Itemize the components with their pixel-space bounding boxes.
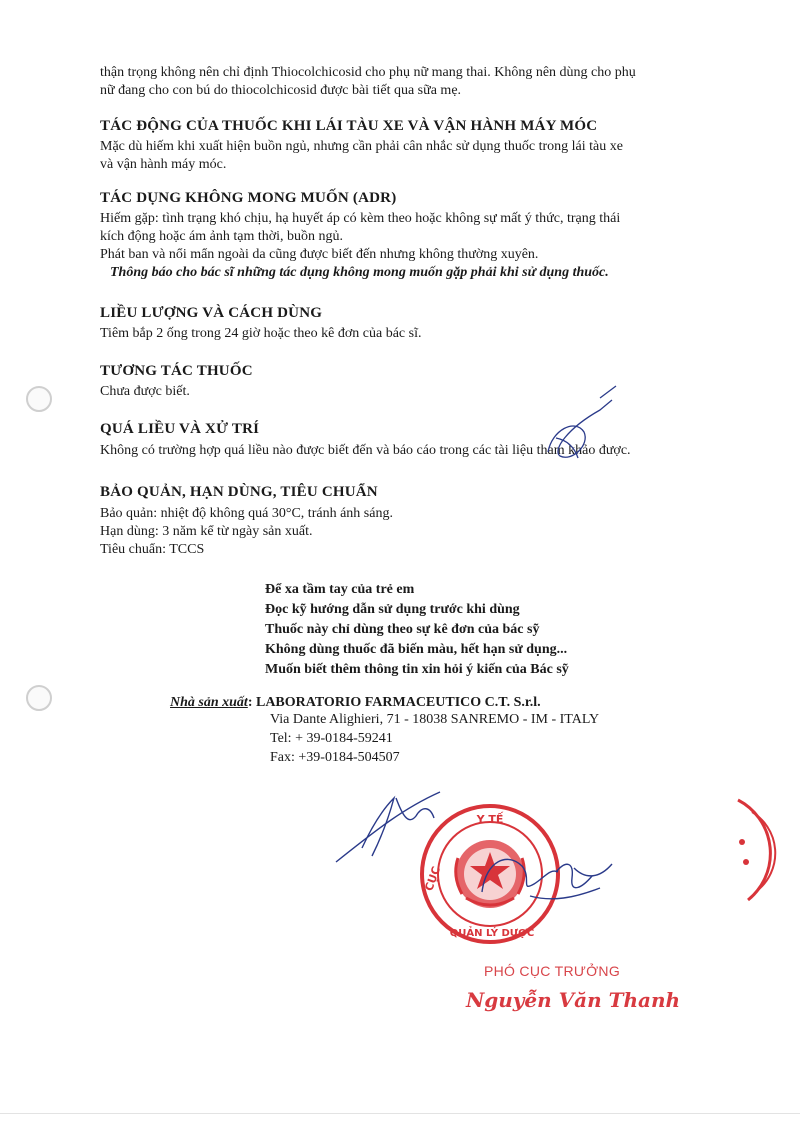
intro-line: thận trọng không nên chỉ định Thiocolchicosid cho phụ nữ mang thai. Không nên dùng cho phụ [100,65,636,80]
body-line: Hạn dùng: 3 năm kể từ ngày sản xuất. [100,524,313,539]
body-line: Phát ban và nổi mẩn ngoài da cũng được biết đến nhưng không thường xuyên. [100,247,539,262]
manufacturer-fax: Fax: +39-0184-504507 [270,750,400,765]
manufacturer-line: Nhà sản xuất: LABORATORIO FARMACEUTICO C.T. S.r.l. [170,695,541,710]
official-seal [422,806,558,942]
warning-line: Đọc kỹ hướng dẫn sử dụng trước khi dùng [265,602,520,617]
warning-line: Thuốc này chỉ dùng theo sự kê đơn của bác sỹ [265,622,540,637]
warning-line: Không dùng thuốc đã biến màu, hết hạn sử dụng... [265,642,568,657]
manufacturer-name: LABORATORIO FARMACEUTICO C.T. S.r.l. [255,695,541,710]
officer-name: Nguyễn Văn Thanh [466,988,681,1012]
intro-line: nữ đang cho con bú do thiocolchicosid được bài tiết qua sữa mẹ. [100,83,462,98]
manufacturer-address: Via Dante Alighieri, 71 - 18038 SANREMO - IM - ITALY [270,712,600,727]
page-bottom-rule [0,1113,800,1114]
body-line: Chưa được biết. [100,384,190,399]
warning-line: Muốn biết thêm thông tin xin hỏi ý kiến của Bác sỹ [265,662,569,677]
section-heading-driving: TÁC ĐỘNG CỦA THUỐC KHI LÁI TÀU XE VÀ VẬN HÀNH MÁY MÓC [100,118,598,134]
section-heading-overdose: QUÁ LIỀU VÀ XỬ TRÍ [100,421,260,437]
warning-line: Để xa tầm tay của trẻ em [265,582,415,597]
manufacturer-label: Nhà sản xuất [170,695,248,710]
partial-seal-right [738,800,775,900]
body-line: Không có trường hợp quá liều nào được biết đến và báo cáo trong các tài liệu tham khảo được. [100,443,631,458]
manufacturer-tel: Tel: + 39-0184-59241 [270,731,393,746]
section-heading-dosage: LIỀU LƯỢNG VÀ CÁCH DÙNG [100,305,323,321]
body-line: Tiêu chuẩn: TCCS [100,542,205,557]
initial-signature-mark [548,386,616,458]
body-line: Tiêm bắp 2 ống trong 24 giờ hoặc theo kê đơn của bác sĩ. [100,326,422,341]
seal-text-bottom: QUẢN LÝ DƯỢC [449,928,535,939]
body-line: Bảo quản: nhiệt độ không quá 30°C, tránh ánh sáng. [100,506,393,521]
body-line: Mặc dù hiếm khi xuất hiện buồn ngủ, nhưng cần phải cân nhắc sử dụng thuốc trong lái tàu xe [100,139,623,154]
seal-text-left: CỤC [422,864,444,893]
officer-title: PHÓ CỤC TRƯỞNG [484,963,621,979]
body-line: Hiếm gặp: tình trạng khó chịu, hạ huyết áp có kèm theo hoặc không sự mất ý thức, trạng thái [100,211,621,226]
adr-report-note: Thông báo cho bác sĩ những tác dụng không mong muốn gặp phải khi sử dụng thuốc. [110,265,609,280]
section-heading-storage: BẢO QUẢN, HẠN DÙNG, TIÊU CHUẨN [100,484,378,500]
seal-text-top: Y TẾ [476,813,504,826]
body-line: kích động hoặc ám ảnh tạm thời, buồn ngủ. [100,229,344,244]
section-heading-adr: TÁC DỤNG KHÔNG MONG MUỐN (ADR) [100,190,397,206]
section-heading-interactions: TƯƠNG TÁC THUỐC [100,363,253,379]
body-line: và vận hành máy móc. [100,157,227,172]
